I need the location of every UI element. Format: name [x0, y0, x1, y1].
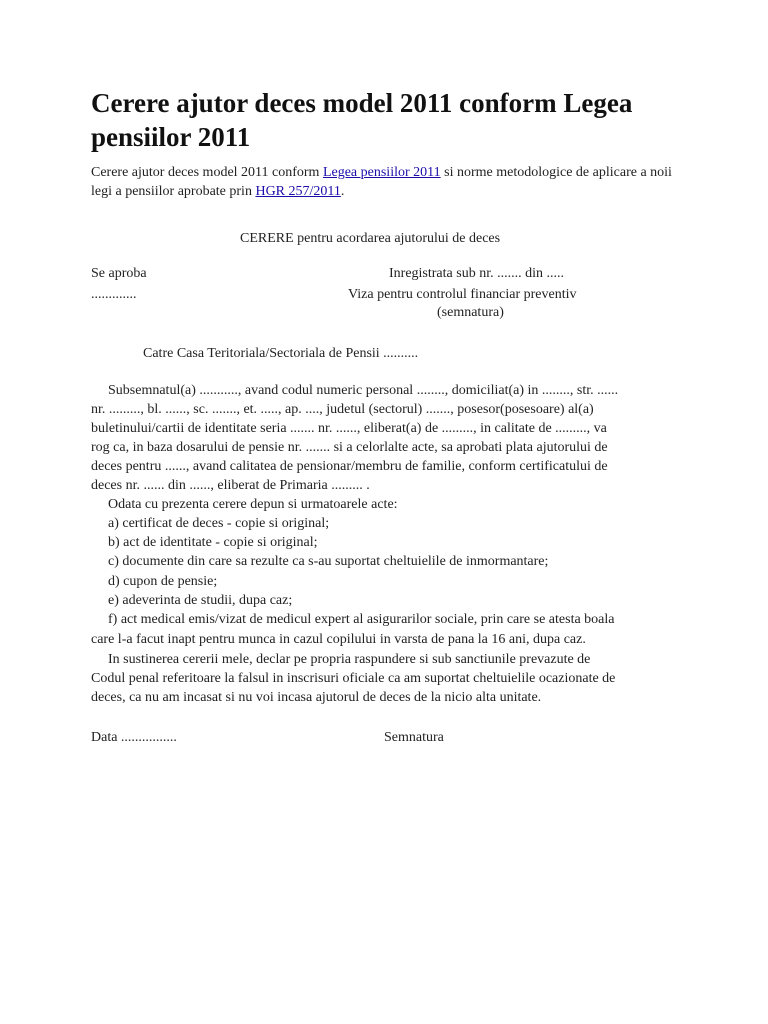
intro-paragraph	[91, 163, 676, 201]
act-item: d) cupon de pensie;	[108, 574, 218, 589]
intro-text-1: Cerere ajutor deces model 2011 conform	[91, 165, 323, 180]
act-item: a) certificat de deces - copie si original;	[108, 516, 330, 531]
inregistrata-label: Inregistrata sub nr. ....... din .....	[389, 266, 564, 281]
act-item: c) documente din care sa rezulte ca s-au suportat cheltuielile de inmormantare;	[108, 554, 549, 569]
body-line: deces pentru ......, avand calitatea de pensionar/membru de familie, conform certificatului de	[91, 459, 608, 474]
data-field: Data ................	[91, 730, 177, 745]
legea-pensiilor-link[interactable]: Legea pensiilor 2011	[322, 165, 441, 180]
acte-intro: Odata cu prezenta cerere depun si urmatoarele acte:	[108, 497, 398, 512]
semnatura-paren: (semnatura)	[437, 305, 504, 320]
intro-text-2: si norme metodologice de aplicare a noii legi a pensiilor aprobate prin	[91, 165, 672, 199]
body-line: rog ca, in baza dosarului de pensie nr. ....... si a celorlalte acte, sa aprobati plata ajutorului de	[91, 440, 608, 455]
body-line: deces nr. ...... din ......, eliberat de Primaria ......... .	[91, 478, 370, 493]
intro-text-3: .	[340, 184, 345, 199]
declaratie-line: In sustinerea cererii mele, declar pe propria raspundere si sub sanctiunile prevazute de	[108, 652, 591, 667]
viza-label: Viza pentru controlul financiar preventiv	[348, 287, 577, 302]
dots-line: .............	[91, 287, 137, 302]
declaratie-line: Codul penal referitoare la falsul in inscrisuri oficiale ca am suportat cheltuielile ocazionate de	[91, 671, 616, 686]
addressee-line: Catre Casa Teritoriala/Sectoriala de Pensii ..........	[143, 346, 419, 361]
act-item-continued: care l-a facut inapt pentru munca in cazul copilului in varsta de pana la 16 ani, dupa caz.	[91, 632, 586, 647]
page-title: Cerere ajutor deces model 2011 conform Legea pensiilor 2011	[91, 88, 633, 152]
hgr-link[interactable]: HGR 257/2011	[255, 184, 341, 199]
declaratie-line: deces, ca nu am incasat si nu voi incasa ajutorul de deces de la nicio alta unitate.	[91, 690, 542, 705]
act-item: e) adeverinta de studii, dupa caz;	[108, 593, 293, 608]
form-heading: CERERE pentru acordarea ajutorului de deces	[240, 231, 501, 246]
body-line: Subsemnatul(a) ..........., avand codul numeric personal ........, domiciliat(a) in ........, str. ......	[108, 383, 619, 398]
act-item: b) act de identitate - copie si original;	[108, 535, 318, 550]
semnatura-field: Semnatura	[384, 730, 444, 745]
body-line: nr. ........., bl. ......, sc. ......., et. ....., ap. ...., judetul (sectorul) ......., posesor(posesoare) al(a)	[91, 402, 594, 417]
act-item: f) act medical emis/vizat de medicul expert al asigurarilor sociale, prin care se atesta boala	[108, 612, 615, 627]
se-aproba-label: Se aproba	[91, 266, 147, 281]
body-line: buletinului/cartii de identitate seria ....... nr. ......, eliberat(a) de ........., in calitate de ........., va	[91, 421, 607, 436]
